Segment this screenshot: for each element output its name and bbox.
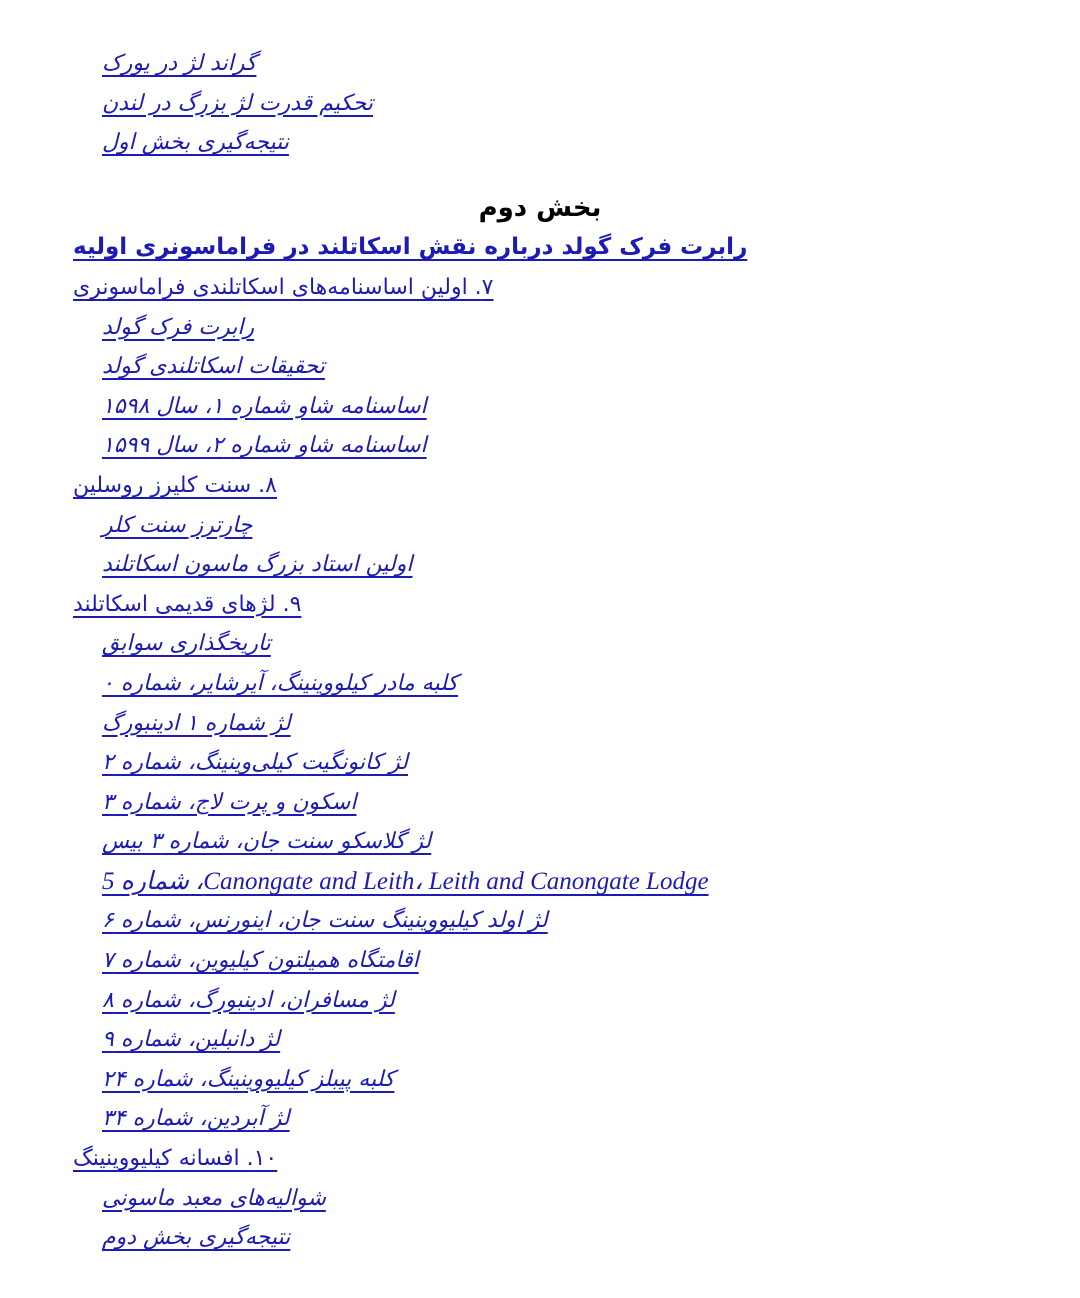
toc-link[interactable]: لژ دانبلین، شماره ۹ [102, 1027, 281, 1053]
toc-link[interactable]: لژ شماره ۱ ادینبورگ [102, 710, 291, 736]
toc-link[interactable]: لژ آبردین، شماره ۳۴ [102, 1106, 290, 1132]
toc-link[interactable]: رابرت فرک گولد درباره نقش اسکاتلند در فراماسونری اولیه [73, 234, 748, 261]
part-two-heading: بخش دوم [478, 192, 602, 223]
toc-link[interactable]: Canongate and Leith، Leith and Canongate Lodge، شماره 5 [102, 867, 709, 895]
toc-link[interactable]: لژ کانونگیت کیلی‌وینینگ، شماره ۲ [102, 750, 409, 776]
toc-link[interactable]: نتیجه‌گیری بخش دوم [102, 1225, 291, 1251]
toc-link[interactable]: نتیجه‌گیری بخش اول [102, 130, 289, 156]
toc-link[interactable]: کلبه پیبلز کیلیووینینگ، شماره ۲۴ [102, 1066, 395, 1092]
toc-link[interactable]: رابرت فرک گولد [102, 314, 255, 340]
toc-link[interactable]: ۷. اولین اساسنامه‌های اسکاتلندی فراماسونری [73, 274, 494, 300]
toc-link[interactable]: اسکون و پرت لاج، شماره ۳ [102, 789, 357, 815]
toc-link[interactable]: اقامتگاه همیلتون کیلیوین، شماره ۷ [102, 948, 419, 974]
toc-link[interactable]: لژ گلاسکو سنت جان، شماره ۳ بیس [102, 829, 432, 855]
toc-link[interactable]: کلبه مادر کیلووینینگ، آیرشایر، شماره ۰ [102, 670, 458, 696]
toc-link[interactable]: تحکیم قدرت لژ بزرگ در لندن [102, 90, 374, 116]
toc-link[interactable]: شوالیه‌های معبد ماسونی [102, 1185, 326, 1211]
toc-link[interactable]: اولین استاد بزرگ ماسون اسکاتلند [102, 552, 413, 578]
toc-link[interactable]: لژ مسافران، ادینبورگ، شماره ۸ [102, 987, 395, 1013]
toc-link[interactable]: ۱۰. افسانه کیلیووینینگ [73, 1146, 278, 1172]
toc-link[interactable]: ۸. سنت کلیرز روسلین [73, 472, 277, 498]
toc-link[interactable]: اساسنامه شاو شماره ۲، سال ۱۵۹۹ [102, 433, 427, 459]
toc-link[interactable]: لژ اولد کیلیووینینگ سنت جان، اینورنس، شماره ۶ [102, 908, 548, 934]
toc-link[interactable]: اساسنامه شاو شماره ۱، سال ۱۵۹۸ [102, 393, 427, 419]
toc-link[interactable]: ۹. لژهای قدیمی اسکاتلند [73, 591, 302, 617]
table-of-contents [73, 44, 1007, 1258]
toc-link[interactable]: تحقیقات اسکاتلندی گولد [102, 354, 325, 380]
toc-link[interactable]: چارترز سنت کلر [102, 512, 253, 538]
toc-link[interactable]: تاریخگذاری سوابق [102, 631, 271, 657]
toc-link[interactable]: گراند لژ در یورک [102, 51, 257, 76]
